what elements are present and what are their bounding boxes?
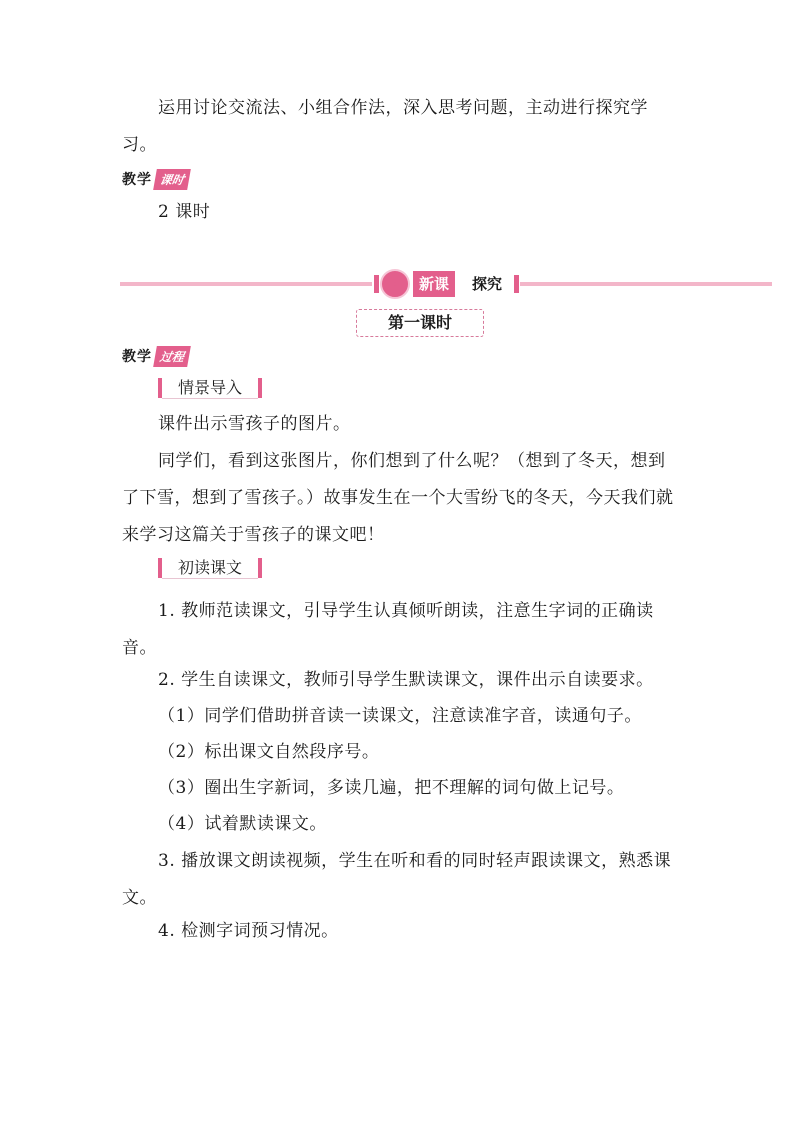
intro-paragraph: 运用讨论交流法、小组合作法，深入思考问题，主动进行探究学习。 xyxy=(122,98,648,155)
hours-text: 2 课时 xyxy=(158,202,211,222)
banner-explore-label: 探究 xyxy=(472,275,503,293)
step2-item-3: 3. 播放课文朗读视频，学生在听和看的同时轻声跟读课文，熟悉课文。 xyxy=(122,851,672,908)
step2-item-1: 1. 教师范读课文，引导学生认真倾听朗读，注意生字词的正确读音。 xyxy=(122,601,654,658)
lesson-title: 第一课时 xyxy=(356,309,484,337)
step-heading-text: 情景导入 xyxy=(162,378,258,399)
tag-badge: 过程 xyxy=(153,346,191,367)
banner-cap-left xyxy=(374,275,379,293)
step2-item-2: 2. 学生自读课文，教师引导学生默读课文，课件出示自读要求。 xyxy=(158,670,654,690)
step-heading-scene-intro xyxy=(158,377,262,399)
step2-sub-4: （4）试着默读课文。 xyxy=(158,814,327,834)
tag-label: 教学 xyxy=(122,172,152,188)
banner-cap-right xyxy=(514,275,519,293)
step1-paragraph-2: 同学们，看到这张图片，你们想到了什么呢？（想到了冬天，想到了下雪，想到了雪孩子。）故事发生在一个大雪纷飞的冬天，今天我们就来学习这篇关于雪孩子的课文吧！ xyxy=(122,451,674,545)
step2-sub-3: （3）圈出生字新词，多读几遍，把不理解的词句做上记号。 xyxy=(158,778,625,798)
step2-sub-2: （2）标出课文自然段序号。 xyxy=(158,742,380,762)
teaching-hours-tag xyxy=(122,168,189,190)
teaching-process-tag xyxy=(122,345,189,367)
step-heading-text: 初读课文 xyxy=(162,558,258,579)
tag-label: 教学 xyxy=(122,349,152,365)
step-heading-first-reading xyxy=(158,557,262,579)
step1-paragraph-1: 课件出示雪孩子的图片。 xyxy=(158,414,351,434)
banner-new-label: 新课 xyxy=(413,271,455,297)
compass-icon xyxy=(380,269,410,299)
tag-badge: 课时 xyxy=(153,169,191,190)
step2-sub-1: （1）同学们借助拼音读一读课文，注意读准字音，读通句子。 xyxy=(158,706,642,726)
step2-item-4: 4. 检测字词预习情况。 xyxy=(158,921,339,941)
